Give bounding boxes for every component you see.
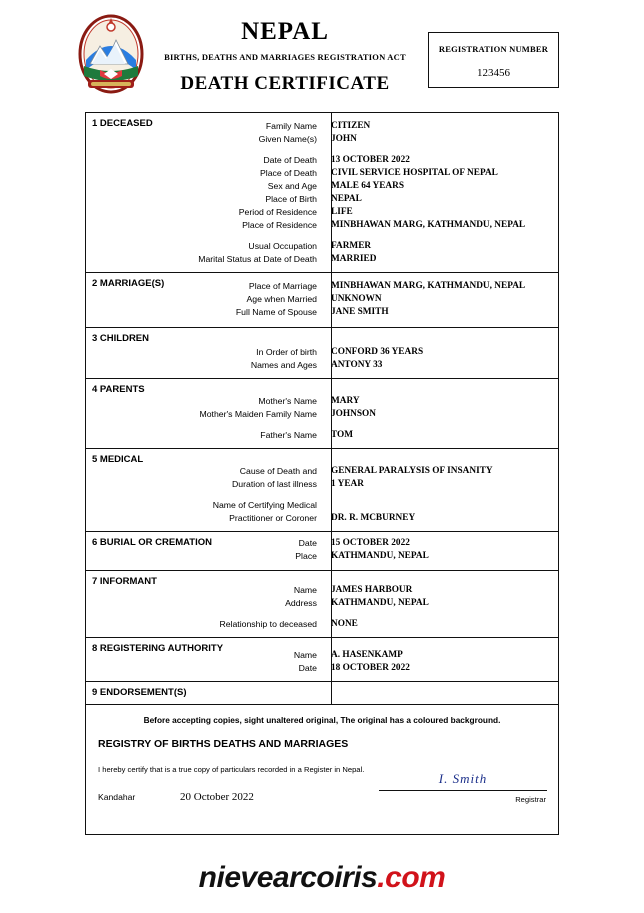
registration-number-value: 123456 xyxy=(477,67,510,79)
field-label: Name of Certifying Medical xyxy=(212,500,317,510)
section-medical xyxy=(86,449,558,532)
field-value: CONFORD 36 YEARS xyxy=(331,347,424,357)
field-value: 1 YEAR xyxy=(331,479,364,489)
watermark-tld: .com xyxy=(377,861,446,894)
field-value: NEPAL xyxy=(331,194,362,204)
field-row xyxy=(86,429,558,448)
field-label: Age when Married xyxy=(246,294,317,304)
field-row xyxy=(86,649,558,662)
registrar-signature-area xyxy=(378,771,548,804)
section-deceased xyxy=(86,113,558,273)
field-row xyxy=(86,154,558,167)
certificate-body xyxy=(85,112,559,835)
field-label: Mother's Name xyxy=(258,396,317,406)
field-label: Date xyxy=(298,663,317,673)
copy-notice: Before accepting copies, sight unaltered original, The original has a coloured background. xyxy=(143,715,501,725)
registration-number-label: REGISTRATION NUMBER xyxy=(438,44,549,54)
field-value: KATHMANDU, NEPAL xyxy=(331,598,429,608)
field-value: MINBHAWAN MARG, KATHMANDU, NEPAL xyxy=(331,281,526,291)
field-value: JOHN xyxy=(331,134,357,144)
section-divider xyxy=(331,682,332,704)
field-row xyxy=(86,219,558,232)
field-label: Date xyxy=(298,538,317,548)
section-heading-authority: 8 REGISTERING AUTHORITY xyxy=(92,643,224,654)
signature-caption: Registrar xyxy=(515,795,546,804)
field-value: TOM xyxy=(331,430,354,440)
field-value: MARRIED xyxy=(331,254,377,264)
field-label: Sex and Age xyxy=(267,181,317,191)
field-row xyxy=(86,465,558,478)
field-label: In Order of birth xyxy=(256,347,317,357)
field-value: A. HASENKAMP xyxy=(331,650,403,660)
field-label: Place of Death xyxy=(260,168,317,178)
section-heading-deceased: 1 DECEASED xyxy=(92,118,153,129)
field-label: Father's Name xyxy=(260,430,317,440)
section-heading-parents: 4 PARENTS xyxy=(92,384,145,395)
field-label: Place xyxy=(295,551,317,561)
certificate-footer xyxy=(86,705,558,834)
section-children xyxy=(86,328,558,379)
field-row xyxy=(86,193,558,206)
section-heading-children: 3 CHILDREN xyxy=(92,333,150,344)
section-heading-marriages: 2 MARRIAGE(S) xyxy=(92,278,165,289)
field-row xyxy=(86,280,558,293)
section-heading-medical: 5 MEDICAL xyxy=(92,454,144,465)
field-row xyxy=(86,359,558,378)
field-row xyxy=(86,499,558,512)
field-row xyxy=(86,550,558,569)
section-registering-authority xyxy=(86,638,558,682)
field-label: Family Name xyxy=(265,121,317,131)
field-label: Place of Residence xyxy=(242,220,317,230)
field-row xyxy=(86,120,558,133)
field-label: Marital Status at Date of Death xyxy=(198,254,317,264)
field-label: Mother's Maiden Family Name xyxy=(199,409,317,419)
field-row xyxy=(86,512,558,531)
registration-number-box xyxy=(428,32,559,88)
field-value: LIFE xyxy=(331,207,353,217)
field-value: CITIZEN xyxy=(331,121,371,131)
field-label: Practitioner or Coroner xyxy=(229,513,317,523)
field-value: 13 OCTOBER 2022 xyxy=(331,155,410,165)
section-heading-informant: 7 INFORMANT xyxy=(92,576,157,587)
field-value: 18 OCTOBER 2022 xyxy=(331,663,410,673)
issue-date: 20 October 2022 xyxy=(180,791,254,803)
certify-text: I hereby certify that is a true copy of particulars recorded in a Register in Nepal. xyxy=(98,765,365,774)
field-row xyxy=(86,618,558,637)
field-value: JAMES HARBOUR xyxy=(331,585,413,595)
field-label: Relationship to deceased xyxy=(219,619,317,629)
field-row xyxy=(86,346,558,359)
field-label: Name xyxy=(293,585,317,595)
field-label: Date of Death xyxy=(263,155,317,165)
watermark-name: nievearcoiris xyxy=(198,861,378,894)
field-row xyxy=(86,597,558,610)
field-label: Period of Residence xyxy=(238,207,317,217)
field-row xyxy=(86,478,558,491)
header-titles xyxy=(150,18,420,95)
field-row xyxy=(86,306,558,325)
field-row xyxy=(86,180,558,193)
field-value: MARY xyxy=(331,396,360,406)
nepal-coat-of-arms-icon xyxy=(78,14,144,94)
field-value: MALE 64 YEARS xyxy=(331,181,405,191)
field-row xyxy=(86,537,558,550)
field-label: Full Name of Spouse xyxy=(235,307,317,317)
document-title: DEATH CERTIFICATE xyxy=(180,73,390,94)
field-row xyxy=(86,240,558,253)
field-value: MINBHAWAN MARG, KATHMANDU, NEPAL xyxy=(331,220,526,230)
field-value: CIVIL SERVICE HOSPITAL OF NEPAL xyxy=(331,168,498,178)
field-label: Address xyxy=(285,598,317,608)
issue-place: Kandahar xyxy=(98,792,136,802)
country-title: NEPAL xyxy=(241,18,329,45)
registry-title: REGISTRY OF BIRTHS DEATHS AND MARRIAGES xyxy=(98,738,349,750)
section-burial xyxy=(86,532,558,571)
registrar-signature: I. Smith xyxy=(438,771,488,786)
field-value: NONE xyxy=(331,619,358,629)
field-value: JANE SMITH xyxy=(331,307,389,317)
field-label: Names and Ages xyxy=(250,360,317,370)
field-row xyxy=(86,253,558,272)
field-value: JOHNSON xyxy=(331,409,376,419)
field-row xyxy=(86,293,558,306)
certificate-header xyxy=(0,0,644,105)
field-value: ANTONY 33 xyxy=(331,360,383,370)
section-heading-burial: 6 BURIAL OR CREMATION xyxy=(92,537,212,548)
section-heading-endorsements: 9 ENDORSEMENT(S) xyxy=(92,687,187,698)
site-watermark xyxy=(0,861,644,895)
field-label: Cause of Death and xyxy=(239,466,317,476)
field-row xyxy=(86,584,558,597)
field-value: UNKNOWN xyxy=(331,294,382,304)
field-value: GENERAL PARALYSIS OF INSANITY xyxy=(331,466,493,476)
section-parents xyxy=(86,379,558,449)
field-row xyxy=(86,662,558,681)
section-marriages xyxy=(86,273,558,328)
field-row xyxy=(86,133,558,146)
field-label: Place of Birth xyxy=(265,194,317,204)
field-row xyxy=(86,408,558,421)
act-subtitle: BIRTHS, DEATHS AND MARRIAGES REGISTRATION ACT xyxy=(164,52,406,62)
section-informant xyxy=(86,571,558,638)
field-value: KATHMANDU, NEPAL xyxy=(331,551,429,561)
field-row xyxy=(86,395,558,408)
field-value: 15 OCTOBER 2022 xyxy=(331,538,410,548)
section-endorsements xyxy=(86,682,558,705)
field-label: Name xyxy=(293,650,317,660)
field-row xyxy=(86,167,558,180)
field-value: DR. R. MCBURNEY xyxy=(331,513,416,523)
field-label: Usual Occupation xyxy=(248,241,317,251)
field-label: Place of Marriage xyxy=(248,281,317,291)
field-value: FARMER xyxy=(331,241,372,251)
field-row xyxy=(86,206,558,219)
field-label: Duration of last illness xyxy=(232,479,317,489)
field-label: Given Name(s) xyxy=(258,134,317,144)
